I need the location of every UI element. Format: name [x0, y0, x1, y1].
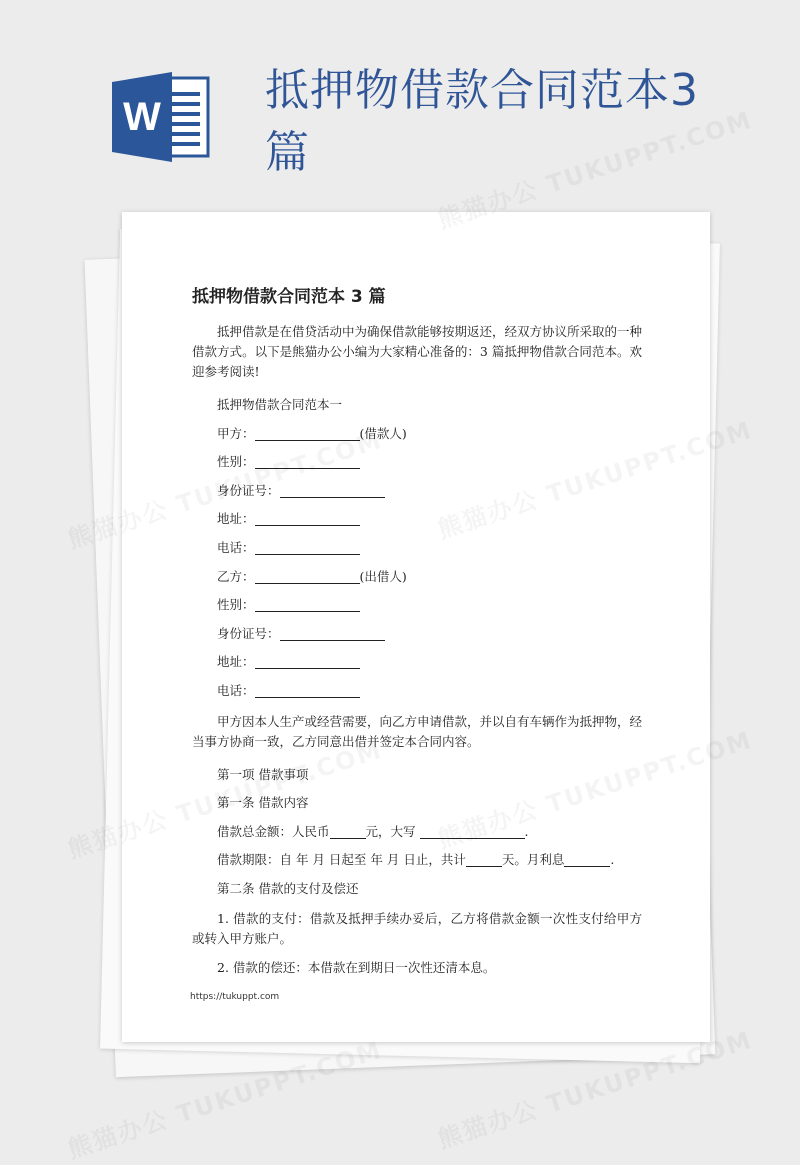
party-b-address-blank: [255, 652, 360, 669]
party-a-gender-blank: [255, 452, 360, 469]
banner: [0, 0, 800, 210]
document-heading: 抵押物借款合同范本 3 篇: [192, 287, 386, 307]
loan-term-days-blank: [466, 850, 502, 867]
party-b-row: [192, 563, 642, 592]
document-page: [122, 212, 710, 1042]
party-a-phone-label: 电话：: [217, 539, 255, 555]
loan-amount-end: .: [524, 823, 529, 839]
payment-paragraph: 1. 借款的支付：借款及抵押手续办妥后，乙方将借款金额一次性支付给甲方或转入甲方账户。: [192, 910, 642, 946]
party-a-address-label: 地址：: [217, 511, 255, 527]
party-b-gender-label: 性别：: [217, 597, 255, 613]
loan-term-end: .: [610, 852, 615, 868]
party-b-phone-blank: [255, 681, 360, 698]
intro-paragraph: 抵押借款是在借贷活动中为确保借款能够按期返还，经双方协议所采取的一种借款方式。以下是熊猫办公小编为大家精心准备的：3 篇抵押物借款合同范本。欢迎参考阅读!: [192, 324, 643, 379]
party-a-address-row: [192, 505, 642, 534]
party-b-phone-row: [192, 677, 642, 706]
party-b-id-blank: [280, 624, 385, 641]
loan-amount-mid: 元，大写: [365, 823, 416, 839]
party-b-blank: [255, 567, 360, 584]
party-a-gender-row: [192, 448, 642, 477]
banner-title: 抵押物借款合同范本3篇: [265, 65, 699, 178]
party-a-id-blank: [280, 481, 385, 498]
party-a-label: 甲方：: [217, 425, 255, 441]
party-b-address-row: [192, 648, 642, 677]
footer-url: https://tukuppt.com: [190, 992, 280, 1002]
party-a-row: [192, 420, 642, 449]
purpose-paragraph: 甲方因本人生产或经营需要，向乙方申请借款，并以自有车辆作为抵押物，经当事方协商一致，乙方同意出借并签定本合同内容。: [192, 713, 643, 749]
loan-term-mid: 天。月利息: [501, 852, 565, 868]
svg-text:W: W: [123, 95, 161, 139]
loan-interest-blank: [564, 850, 610, 867]
party-a-id-label: 身份证号：: [217, 482, 280, 498]
article-two-heading: 第二条 借款的支付及偿还: [217, 880, 359, 896]
loan-amount-label: 借款总金额：人民币: [217, 823, 330, 839]
loan-amount-words-blank: [420, 822, 525, 839]
loan-amount-blank: [330, 822, 366, 839]
party-a-address-blank: [255, 509, 360, 526]
loan-term-row: [192, 846, 642, 875]
party-a-gender-label: 性别：: [217, 454, 255, 470]
party-b-gender-row: [192, 591, 642, 620]
party-b-gender-blank: [255, 595, 360, 612]
item-heading: 第一项 借款事项: [217, 766, 309, 782]
article-one-heading: 第一条 借款内容: [217, 795, 309, 811]
party-b-id-row: [192, 620, 642, 649]
party-b-phone-label: 电话：: [217, 682, 255, 698]
party-a-id-row: [192, 477, 642, 506]
repayment-paragraph: 2. 借款的偿还：本借款在到期日一次性还清本息。: [217, 959, 496, 975]
party-b-label: 乙方：: [217, 568, 255, 584]
party-a-phone-row: [192, 534, 642, 563]
section-heading: 抵押物借款合同范本一: [217, 397, 343, 412]
party-a-blank: [255, 424, 360, 441]
party-a-phone-blank: [255, 538, 360, 555]
document-body: [192, 322, 642, 987]
loan-amount-row: [192, 818, 642, 847]
party-a-suffix: (借款人): [359, 425, 407, 441]
party-b-suffix: (出借人): [359, 568, 407, 584]
party-b-id-label: 身份证号：: [217, 625, 280, 641]
loan-term-label: 借款期限：自 年 月 日起至 年 月 日止，共计: [217, 852, 466, 868]
word-document-icon: [112, 72, 212, 162]
party-b-address-label: 地址：: [217, 654, 255, 670]
